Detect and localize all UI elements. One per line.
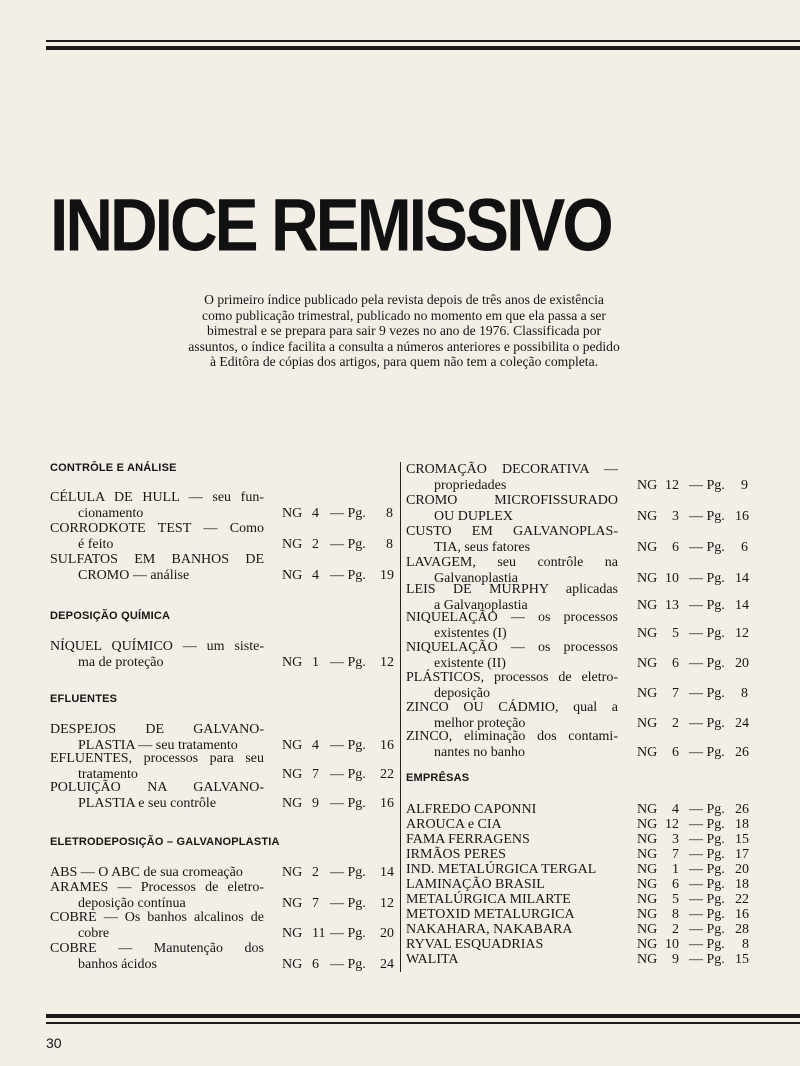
top-rule-thin	[46, 40, 800, 42]
section-title-deposicao: DEPOSIÇÃO QUÍMICA	[50, 610, 171, 622]
index-entry: COBRE — Manutenção dos banhos ácidos	[50, 941, 264, 972]
index-entry: EFLUENTES, processos para seu tratamento	[50, 751, 264, 782]
index-entry: LEIS DE MURPHY aplicadas a Galvanoplastia	[406, 582, 618, 613]
index-entry: CORRODKOTE TEST — Como é feito	[50, 521, 264, 552]
index-entry: COBRE — Os banhos alcalinos de cobre	[50, 910, 264, 941]
bottom-rule-thin	[46, 1022, 800, 1024]
index-entry: ZINCO, eliminação dos contami- nantes no banho	[406, 729, 618, 760]
intro-paragraph: O primeiro índice publicado pela revista depois de três anos de existência como publicação trimestral, publicado no momento em que ela passa a ser bimestral e se prepara para sair 9 vezes no ano de 1976. Classificada por assuntos, o índice facilita a consulta a números anteriores e possibilita o pedido à Editôra de cópias dos artigos, para quem não tem a coleção completa.	[188, 292, 620, 370]
bottom-rule-thick	[46, 1014, 800, 1018]
index-entry: NÍQUEL QUÍMICO — um siste- ma de proteção	[50, 639, 264, 670]
index-entry: NIQUELAÇÃO — os processos existentes (I)	[406, 610, 618, 641]
index-entry: ZINCO OU CÁDMIO, qual a melhor proteção	[406, 700, 618, 731]
index-entry: PLÁSTICOS, processos de eletro- deposição	[406, 670, 618, 701]
top-rule-thick	[46, 46, 800, 50]
page-number: 30	[46, 1035, 62, 1051]
index-entry: SULFATOS EM BANHOS DE CROMO — análise	[50, 552, 264, 583]
index-entry: LAVAGEM, seu contrôle na Galvanoplastia	[406, 555, 618, 586]
section-title-controle: CONTRÔLE E ANÁLISE	[50, 462, 177, 474]
index-entry: ABS — O ABC de sua cromeação	[50, 865, 243, 880]
index-entry: ARAMES — Processos de eletro- deposição contínua	[50, 880, 264, 911]
page-title: INDICE REMISSIVO	[50, 183, 611, 267]
index-entry: CROMAÇÃO DECORATIVA — propriedades	[406, 462, 618, 493]
section-title-empresas: EMPRÊSAS	[406, 772, 470, 784]
column-divider	[400, 462, 401, 972]
section-title-eletrodeposicao: ELETRODEPOSIÇÃO – GALVANOPLASTIA	[50, 836, 280, 848]
section-title-efluentes: EFLUENTES	[50, 693, 118, 705]
index-entry: POLUIÇÃO NA GALVANO- PLASTIA e seu contrôle	[50, 780, 264, 811]
index-entry: CUSTO EM GALVANOPLAS- TIA, seus fatores	[406, 524, 618, 555]
index-entry: CÉLULA DE HULL — seu fun- cionamento	[50, 490, 264, 521]
index-entry: NIQUELAÇÃO — os processos existente (II)	[406, 640, 618, 671]
index-entry: CROMO MICROFISSURADO OU DUPLEX	[406, 493, 618, 524]
index-entry: DESPEJOS DE GALVANO- PLASTIA — seu tratamento	[50, 722, 264, 753]
